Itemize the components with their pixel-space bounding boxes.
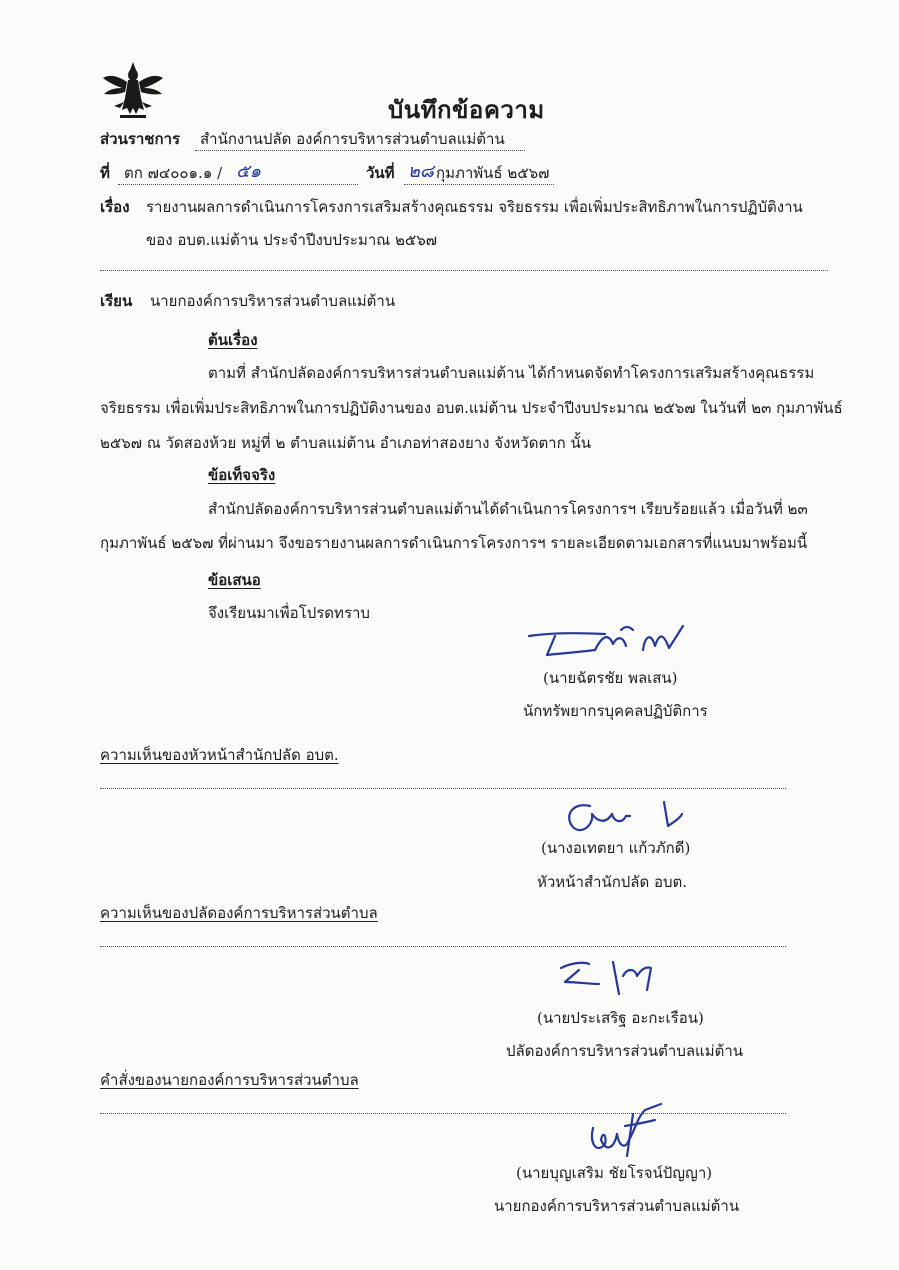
date-value: กุมภาพันธ์ ๒๕๖๗ xyxy=(436,164,550,182)
signature-3 xyxy=(555,954,665,1002)
date-label: วันที่ xyxy=(366,164,395,182)
date-handwritten-day: ๒๘ xyxy=(408,161,434,182)
ref-dotted-line xyxy=(118,184,358,185)
order-dotted-line xyxy=(100,1113,786,1114)
facts-heading: ข้อเท็จจริง xyxy=(208,466,276,484)
signer-4-name: (นายบุญเสริม ชัยโรจน์ปัญญา) xyxy=(516,1164,713,1182)
ref-handwritten-number: ๕๑ xyxy=(236,161,262,182)
signer-3-position: ปลัดองค์การบริหารส่วนตำบลแม่ต้าน xyxy=(506,1042,744,1060)
ref-label: ที่ xyxy=(100,164,110,182)
to-value: นายกองค์การบริหารส่วนตำบลแม่ต้าน xyxy=(150,292,396,310)
background-line-1: ตามที่ สำนักปลัดองค์การบริหารส่วนตำบลแม่ต้าน ได้กำหนดจัดทำโครงการเสริมสร้างคุณธรรม xyxy=(208,364,815,382)
signer-1-name: (นายฉัตรชัย พลเสน) xyxy=(543,669,678,687)
facts-line-1: สำนักปลัดองค์การบริหารส่วนตำบลแม่ต้านได้ดำเนินการโครงการฯ เรียบร้อยแล้ว เมื่อวันที่ ๒๓ xyxy=(208,500,808,518)
signer-2-name: (นางอเทตยา แก้วภักดี) xyxy=(541,839,691,857)
proposal-line-1: จึงเรียนมาเพื่อโปรดทราบ xyxy=(208,604,370,622)
subject-line-2: ของ อบต.แม่ต้าน ประจำปีงบประมาณ ๒๕๖๗ xyxy=(146,231,438,249)
opinion-1-label: ความเห็นของหัวหน้าสำนักปลัด อบต. xyxy=(100,746,339,764)
date-dotted-line xyxy=(404,184,554,185)
opinion-1-dotted-line xyxy=(100,788,786,789)
opinion-2-label: ความเห็นของปลัดองค์การบริหารส่วนตำบล xyxy=(100,904,378,922)
background-heading: ต้นเรื่อง xyxy=(208,331,258,349)
memo-title: บันทึกข้อความ xyxy=(388,95,545,124)
agency-dotted-line xyxy=(195,150,525,151)
background-line-3: ๒๕๖๗ ณ วัดสองห้วย หมู่ที่ ๒ ตำบลแม่ต้าน อำเภอท่าสองยาง จังหวัดตาก นั้น xyxy=(100,434,591,452)
subject-label: เรื่อง xyxy=(100,198,130,216)
proposal-heading: ข้อเสนอ xyxy=(208,571,261,589)
to-label: เรียน xyxy=(100,292,133,310)
signer-1-position: นักทรัพยากรบุคคลปฏิบัติการ xyxy=(523,702,708,720)
signer-4-position: นายกองค์การบริหารส่วนตำบลแม่ต้าน xyxy=(494,1197,740,1215)
garuda-emblem-icon xyxy=(100,58,166,124)
signer-3-name: (นายประเสริฐ อะกะเรือน) xyxy=(537,1009,704,1027)
signature-4 xyxy=(585,1100,675,1162)
subject-line-1: รายงานผลการดำเนินการโครงการเสริมสร้างคุณธรรม จริยธรรม เพื่อเพิ่มประสิทธิภาพในการปฏิบัติงาน xyxy=(146,198,803,216)
opinion-2-dotted-line xyxy=(100,946,786,947)
agency-value: สำนักงานปลัด องค์การบริหารส่วนตำบลแม่ต้าน xyxy=(200,130,505,148)
background-line-2: จริยธรรม เพื่อเพิ่มประสิทธิภาพในการปฏิบัติงานของ อบต.แม่ต้าน ประจำปีงบประมาณ ๒๕๖๗ ในวันที่ ๒๓ กุมภาพันธ์ xyxy=(100,399,843,417)
header-divider xyxy=(100,270,828,271)
signature-2 xyxy=(560,796,690,840)
facts-line-2: กุมภาพันธ์ ๒๕๖๗ ที่ผ่านมา จึงขอรายงานผลการดำเนินการโครงการฯ รายละเอียดตามเอกสารที่แนบมาพร้อมนี้ xyxy=(100,534,808,552)
agency-label: ส่วนราชการ xyxy=(100,130,181,148)
order-label: คำสั่งของนายกองค์การบริหารส่วนตำบล xyxy=(100,1071,359,1089)
ref-value: ตก ๗๔๐๐๑.๑ / xyxy=(124,164,223,182)
signer-2-position: หัวหน้าสำนักปลัด อบต. xyxy=(537,873,688,891)
signature-1 xyxy=(525,622,700,664)
